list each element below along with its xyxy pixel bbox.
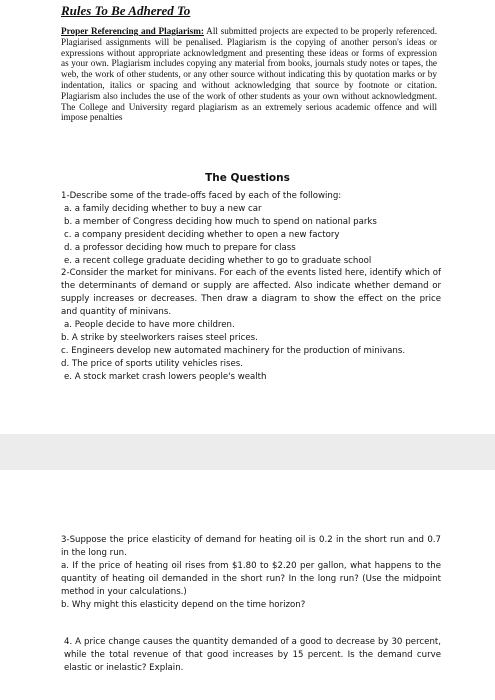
question-1-item: d. a professor deciding how much to prepare for class bbox=[64, 242, 296, 253]
questions-title: The Questions bbox=[205, 172, 290, 184]
rules-body-text: All submitted projects are expected to be properly referenced. Plagiarised assignments will be penalised. Plagiarism is the copying of another person's ideas or expressions without appropriate acknowledgment and presenting these ideas or forms of expression as your own. Plagiarism includes copying any material from books, journals study notes or tapes, the web, the work of other students, or any other source without indicating this by quotation marks or by indentation, italics or spacing and without acknowledging that source by footnote or citation. Plagiarism also includes the use of the work of other students as your own without acknowledgment. The College and University regard plagiarism as an extremely serious academic offence and will impose penalties bbox=[61, 26, 437, 123]
question-2-stem: 2-Consider the market for minivans. For each of the events listed here, identify which of the determinants of demand or supply are affected. Also indicate whether demand or supply increases or decreases. Then draw a diagram to show the effect on the price and quantity of minivans. bbox=[61, 268, 441, 318]
question-3 bbox=[61, 534, 441, 612]
question-1-item: c. a company president deciding whether to open a new factory bbox=[64, 229, 340, 240]
question-2-item: b. A strike by steelworkers raises steel prices. bbox=[61, 332, 258, 343]
rules-title: Rules To Be Adhered To bbox=[61, 3, 191, 18]
question-2-item: a. People decide to have more children. bbox=[64, 320, 235, 331]
question-2-item: e. A stock market crash lowers people's wealth bbox=[64, 371, 267, 382]
question-3-part-a: a. If the price of heating oil rises from $1.80 to $2.20 per gallon, what happens to the quantity of heating oil demanded in the short run? In the long run? (Use the midpoint method in your calculations.) bbox=[61, 561, 441, 597]
rules-heading: Proper Referencing and Plagiarism: bbox=[61, 26, 204, 36]
question-4 bbox=[61, 636, 441, 675]
question-1-item: a. a family deciding whether to buy a new car bbox=[64, 203, 262, 214]
question-3-stem: 3-Suppose the price elasticity of demand for heating oil is 0.2 in the short run and 0.7 in the long run. bbox=[61, 535, 441, 558]
questions-list bbox=[61, 190, 441, 384]
question-1-item: b. a member of Congress deciding how much to spend on national parks bbox=[64, 216, 377, 227]
rules-paragraph bbox=[61, 26, 437, 123]
question-2-item: d. The price of sports utility vehicles rises. bbox=[61, 358, 243, 369]
question-1-item: e. a recent college graduate deciding whether to go to graduate school bbox=[64, 255, 372, 266]
question-4-text: 4. A price change causes the quantity demanded of a good to decrease by 30 percent, while the total revenue of that good increases by 15 percent. Is the demand curve elastic or inelastic? Explain. bbox=[64, 637, 441, 673]
question-3-part-b: b. Why might this elasticity depend on the time horizon? bbox=[61, 600, 306, 610]
question-2-item: c. Engineers develop new automated machinery for the production of minivans. bbox=[61, 345, 406, 356]
question-1-stem: 1-Describe some of the trade-offs faced by each of the following: bbox=[61, 191, 342, 201]
